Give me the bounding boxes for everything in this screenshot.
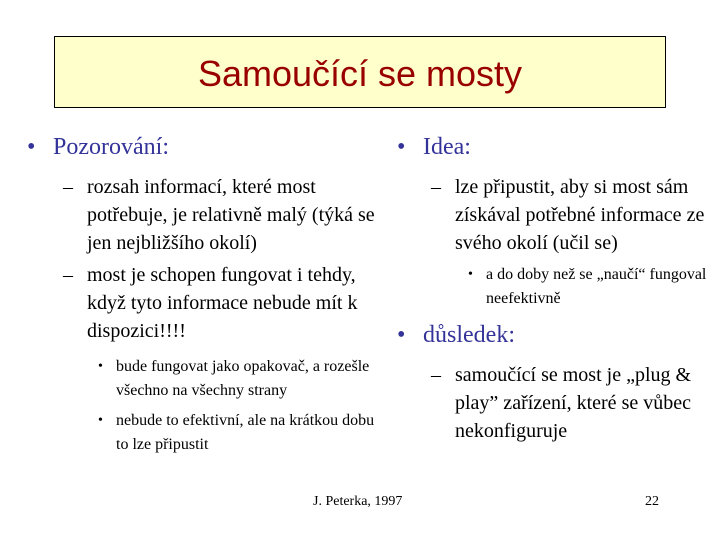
left-heading-text: Pozorování: xyxy=(53,134,169,160)
left-heading xyxy=(27,133,377,161)
left-subitem-1-text: bude fungovat jako opakovač, a rozešle všechno na všechny strany xyxy=(116,358,370,399)
dash-icon: – xyxy=(63,176,73,198)
left-subitem-2 xyxy=(98,409,386,457)
bullet-icon: • xyxy=(468,267,473,282)
left-item-1 xyxy=(63,173,387,257)
left-item-1-text: rozsah informací, které most potřebuje, je relativně malý (týká se jen nejbližšího okolí) xyxy=(87,176,375,254)
right-heading-1 xyxy=(397,133,707,161)
left-subitem-2-text: nebude to efektivní, ale na krátkou dobu to lze připustit xyxy=(116,412,375,453)
right-item-1 xyxy=(431,173,720,257)
dash-icon: – xyxy=(63,264,73,286)
right-heading-2 xyxy=(397,321,707,349)
right-item-2 xyxy=(431,361,715,445)
slide-title: Samoučící se mosty xyxy=(197,53,523,94)
bullet-icon: • xyxy=(27,134,36,160)
right-subitem-1 xyxy=(468,263,716,311)
right-item-1-text: lze připustit, aby si most sám získával potřebné informace ze svého okolí (učil se) xyxy=(455,176,705,254)
bullet-icon: • xyxy=(397,322,406,348)
title-box xyxy=(54,36,666,108)
right-heading-1-text: Idea: xyxy=(423,134,471,160)
right-heading-2-text: důsledek: xyxy=(423,322,515,348)
left-item-2-text: most je schopen fungovat i tehdy, když tyto informace nebude mít k dispozici!!!! xyxy=(87,264,358,342)
right-subitem-1-text: a do doby než se „naučí“ fungoval neefektivně xyxy=(486,266,707,307)
dash-icon: – xyxy=(431,176,441,198)
left-subitem-1 xyxy=(98,355,386,403)
left-item-2 xyxy=(63,261,387,345)
dash-icon: – xyxy=(431,364,441,386)
bullet-icon: • xyxy=(98,359,103,374)
bullet-icon: • xyxy=(397,134,406,160)
footer-author: J. Peterka, 1997 xyxy=(313,494,403,509)
bullet-icon: • xyxy=(98,413,103,428)
right-item-2-text: samoučící se most je „plug & play” zařízení, které se vůbec nekonfiguruje xyxy=(455,364,692,442)
left-column xyxy=(27,133,377,457)
page-number: 22 xyxy=(645,494,659,509)
right-column xyxy=(397,133,707,445)
